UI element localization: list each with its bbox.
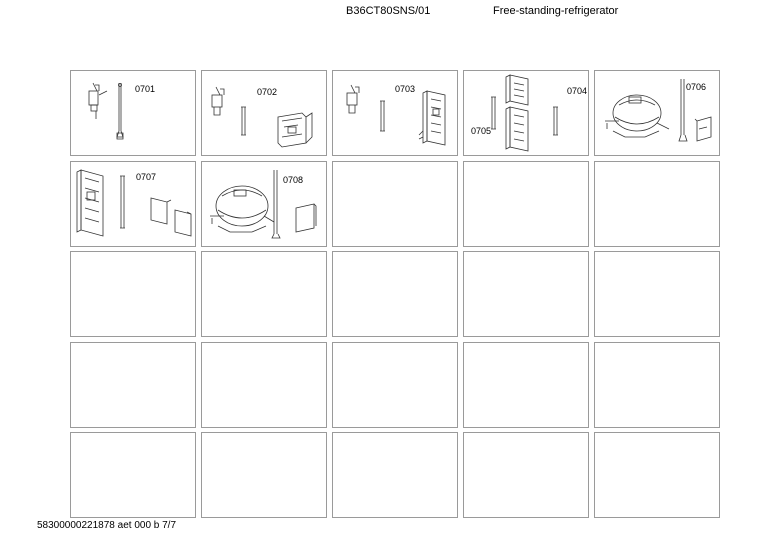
empty-cell (332, 161, 458, 247)
empty-cell (201, 342, 327, 428)
part-cell-0707[interactable] (70, 161, 196, 247)
empty-cell (70, 432, 196, 518)
part-cell-0706[interactable] (594, 70, 720, 156)
empty-cell (201, 251, 327, 337)
part-cell-0703[interactable] (332, 70, 458, 156)
empty-cell (594, 342, 720, 428)
empty-cell (332, 432, 458, 518)
part-cell-0701[interactable] (70, 70, 196, 156)
empty-cell (463, 251, 589, 337)
empty-cell (70, 251, 196, 337)
part-cell-0704[interactable] (463, 70, 589, 156)
part-number-label: 0706 (686, 82, 707, 92)
empty-cell (463, 161, 589, 247)
empty-cell (594, 432, 720, 518)
empty-cell (70, 342, 196, 428)
empty-cell (594, 251, 720, 337)
part-number-label: 0707 (136, 172, 157, 182)
part-number-label: 0704 (567, 86, 588, 96)
appliance-type: Free-standing-refrigerator (493, 5, 619, 17)
compressor-icon (202, 162, 326, 246)
module-assembly-icon (464, 71, 588, 155)
part-cell-0708[interactable] (201, 161, 327, 247)
part-number-label: 0705 (471, 126, 492, 136)
control-module-icon (202, 71, 326, 155)
empty-cell (201, 432, 327, 518)
empty-cell (332, 251, 458, 337)
part-cell-0702[interactable] (201, 70, 327, 156)
rod-bracket-icon (71, 71, 195, 155)
part-number-label: 0708 (283, 175, 304, 185)
empty-cell (332, 342, 458, 428)
empty-cell (463, 342, 589, 428)
empty-cell (463, 432, 589, 518)
part-number-label: 0702 (257, 87, 278, 97)
model-number: B36CT80SNS/01 (346, 5, 431, 17)
document-code: 58300000221878 aet 000 b 7/7 (37, 520, 177, 531)
electronic-board-icon (71, 162, 195, 246)
part-number-label: 0703 (395, 84, 416, 94)
empty-cell (594, 161, 720, 247)
part-number-label: 0701 (135, 84, 156, 94)
